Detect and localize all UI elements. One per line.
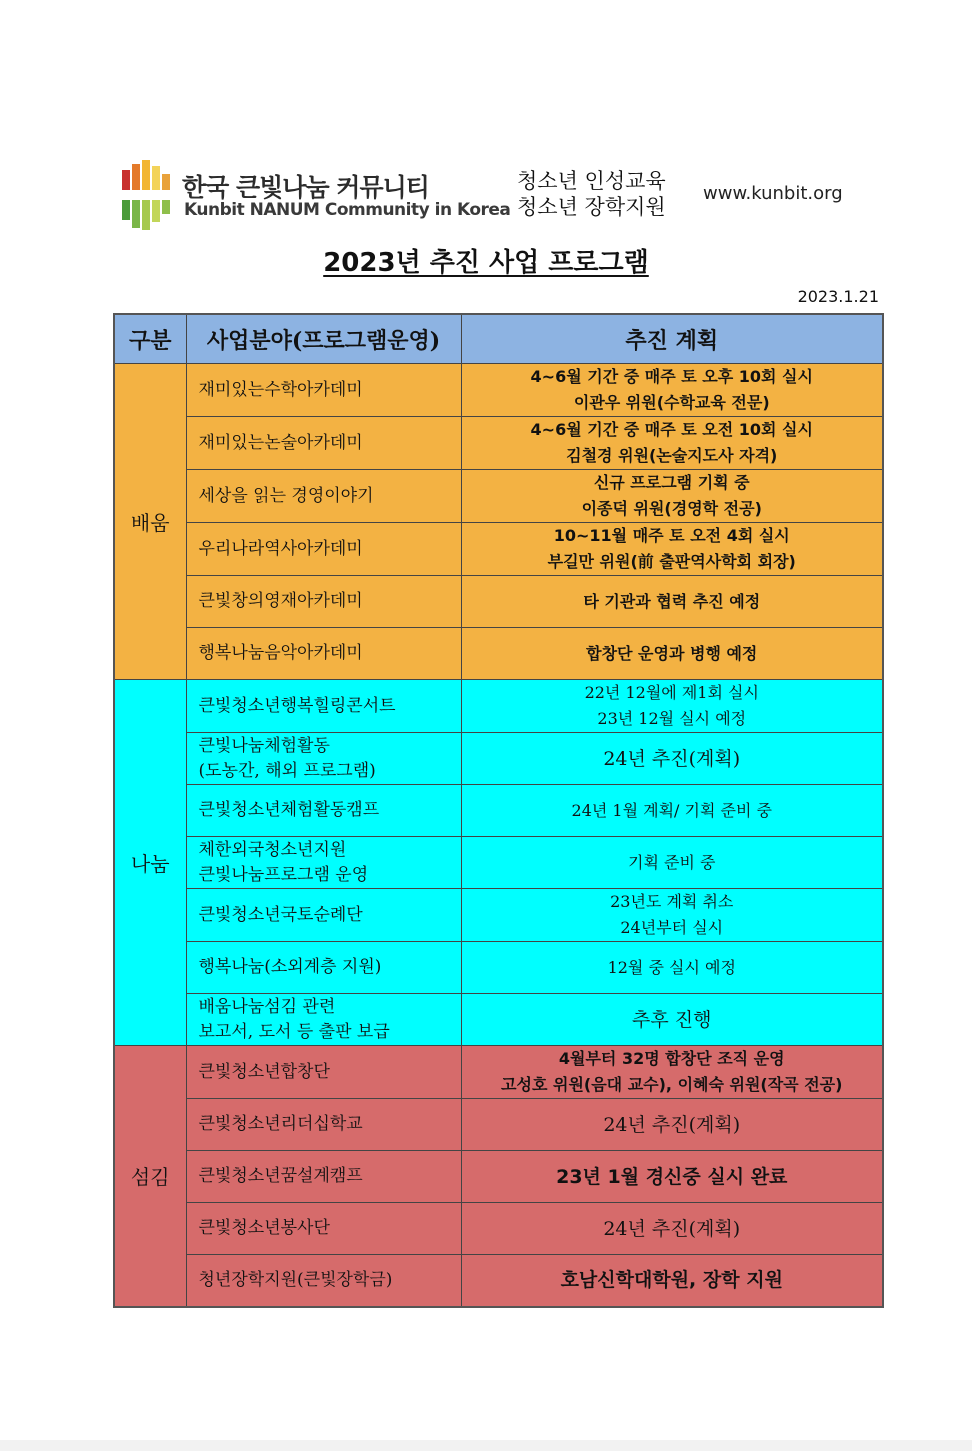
area-cell: 행복나눔(소외계층 지원) <box>186 942 461 994</box>
document-date: 2023.1.21 <box>797 287 879 306</box>
plan-cell <box>461 470 883 523</box>
plan-cell: 24년 1월 계획/ 기획 준비 중 <box>461 785 883 837</box>
area-cell: 큰빛청소년꿈설계캠프 <box>186 1151 461 1203</box>
plan-cell: 기획 준비 중 <box>461 837 883 889</box>
table-row <box>114 1099 883 1151</box>
group-sharing: 나눔 <box>114 680 186 1046</box>
area-cell: 큰빛청소년봉사단 <box>186 1203 461 1255</box>
org-name-ko: 한국 큰빛나눔 커뮤니티 <box>182 173 429 202</box>
plan-cell: 24년 추진(계획) <box>461 1099 883 1151</box>
area-cell: 행복나눔음악아카데미 <box>186 628 461 680</box>
area-line: 체한외국청소년지원 <box>198 839 347 860</box>
group-serving: 섬김 <box>114 1046 186 1307</box>
plan-line: 이종덕 위원(경영학 전공) <box>581 499 762 518</box>
area-cell: 세상을 읽는 경영이야기 <box>186 470 461 523</box>
table-row <box>114 889 883 942</box>
area-cell: 큰빛청소년국토순례단 <box>186 889 461 942</box>
table-row <box>114 680 883 733</box>
plan-cell <box>461 889 883 942</box>
area-cell: 우리나라역사아카데미 <box>186 523 461 576</box>
website-link[interactable]: www.kunbit.org <box>703 183 843 204</box>
area-cell: 큰빛청소년합창단 <box>186 1046 461 1099</box>
header-gubun: 구분 <box>114 314 186 364</box>
plan-cell: 24년 추진(계획) <box>461 1203 883 1255</box>
plan-line: 22년 12월에 제1회 실시 <box>584 683 759 702</box>
table-row <box>114 785 883 837</box>
plan-line: 4~6월 기간 중 매주 토 오전 10회 실시 <box>530 420 813 439</box>
org-name-en: Kunbit NANUM Community in Korea <box>184 200 511 220</box>
area-cell: 큰빛청소년체험활동캠프 <box>186 785 461 837</box>
header-plan: 추진 계획 <box>461 314 883 364</box>
table-row <box>114 994 883 1046</box>
plan-line: 23년도 계획 취소 <box>610 892 734 911</box>
plan-line: 4~6월 기간 중 매주 토 오후 10회 실시 <box>530 367 813 386</box>
area-line: (도농간, 해외 프로그램) <box>198 760 376 781</box>
table-row <box>114 942 883 994</box>
plan-line: 4월부터 32명 합창단 조직 운영 <box>558 1049 785 1068</box>
plan-cell: 23년 1월 경신중 실시 완료 <box>461 1151 883 1203</box>
plan-line: 10~11월 매주 토 오전 4회 실시 <box>553 526 790 545</box>
group-learning: 배움 <box>114 364 186 680</box>
area-cell: 큰빛청소년리더십학교 <box>186 1099 461 1151</box>
area-line: 큰빛나눔체험활동 <box>198 735 330 756</box>
table-row <box>114 417 883 470</box>
plan-cell: 호남신학대학원, 장학 지원 <box>461 1255 883 1307</box>
plan-cell <box>461 680 883 733</box>
plan-line: 고성호 위원(음대 교수), 이혜숙 위원(작곡 전공) <box>501 1075 843 1094</box>
area-cell: 큰빛창의영재아카데미 <box>186 576 461 628</box>
table-header-row <box>114 314 883 364</box>
mission-line-1: 청소년 인성교육 <box>517 169 666 193</box>
table-row <box>114 523 883 576</box>
area-cell <box>186 837 461 889</box>
table-row <box>114 1203 883 1255</box>
page-title <box>0 242 972 279</box>
plan-line: 김철경 위원(논술지도사 자격) <box>566 446 778 465</box>
program-table <box>113 313 884 1308</box>
plan-line: 신규 프로그램 기획 중 <box>593 473 750 492</box>
table-row <box>114 576 883 628</box>
plan-cell: 24년 추진(계획) <box>461 733 883 785</box>
table-row <box>114 1255 883 1307</box>
table-row <box>114 837 883 889</box>
plan-line: 부길만 위원(前 출판역사학회 회장) <box>547 552 796 571</box>
plan-cell <box>461 364 883 417</box>
area-cell <box>186 733 461 785</box>
area-cell: 재미있는수학아카데미 <box>186 364 461 417</box>
area-cell: 청년장학지원(큰빛장학금) <box>186 1255 461 1307</box>
plan-cell <box>461 417 883 470</box>
area-cell: 큰빛청소년행복힐링콘서트 <box>186 680 461 733</box>
kunbit-logo-icon <box>122 160 170 230</box>
area-line: 배움나눔섬김 관련 <box>198 996 336 1017</box>
table-row <box>114 364 883 417</box>
plan-line: 24년부터 실시 <box>620 918 724 937</box>
plan-cell: 합창단 운영과 병행 예정 <box>461 628 883 680</box>
plan-cell: 12월 중 실시 예정 <box>461 942 883 994</box>
mission-line-2: 청소년 장학지원 <box>517 195 666 219</box>
table-row <box>114 470 883 523</box>
area-line: 큰빛나눔프로그램 운영 <box>198 864 369 885</box>
header-area: 사업분야(프로그램운영) <box>186 314 461 364</box>
plan-line: 이관우 위원(수학교육 전문) <box>573 393 770 412</box>
plan-cell: 타 기관과 협력 추진 예정 <box>461 576 883 628</box>
plan-cell: 추후 진행 <box>461 994 883 1046</box>
area-line: 보고서, 도서 등 출판 보급 <box>198 1021 390 1042</box>
area-cell: 재미있는논술아카데미 <box>186 417 461 470</box>
plan-cell <box>461 523 883 576</box>
page-title-text: 2023년 추진 사업 프로그램 <box>323 248 649 278</box>
area-cell <box>186 994 461 1046</box>
page-bottom-edge <box>0 1440 972 1451</box>
table-row <box>114 1046 883 1099</box>
table-row <box>114 733 883 785</box>
plan-cell <box>461 1046 883 1099</box>
table-row <box>114 1151 883 1203</box>
table-row <box>114 628 883 680</box>
mission-statement <box>517 168 666 220</box>
plan-line: 23년 12월 실시 예정 <box>597 709 747 728</box>
